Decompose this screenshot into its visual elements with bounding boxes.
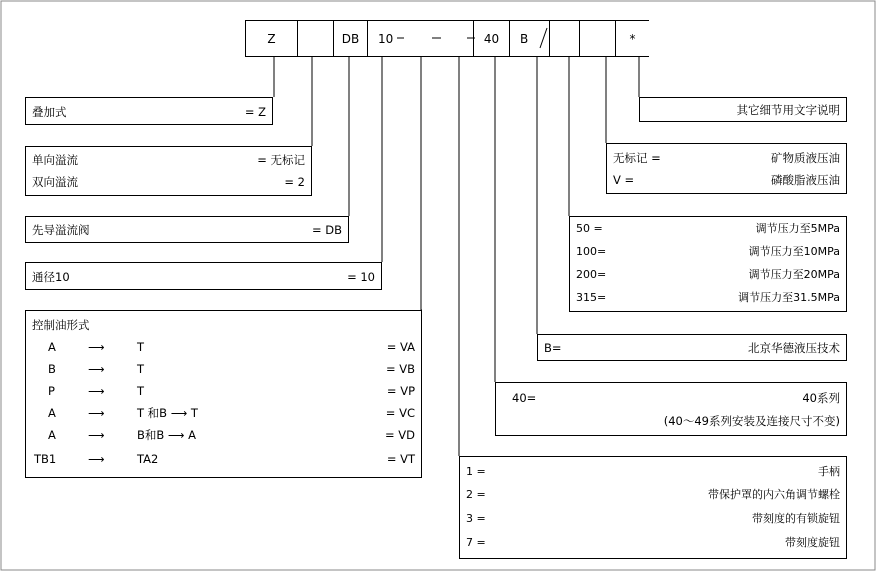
label: 双向溢流 [32, 175, 78, 189]
code-cell-other: * [615, 20, 649, 57]
code-cell-10: 10 [367, 20, 437, 57]
label: 先导溢流阀 [32, 223, 90, 237]
control-row: A ⟶ T 和B ⟶ T = VC [32, 403, 415, 423]
code-cell-db: DB [333, 20, 367, 57]
arrow-icon: ⟶ [88, 452, 105, 466]
box-control [25, 310, 422, 478]
control-row: A ⟶ B和B ⟶ A = VD [32, 425, 415, 445]
value: = Z [244, 105, 266, 119]
code-cell-pressure [549, 20, 579, 57]
label: 单向溢流 [32, 153, 78, 167]
label: 叠加式 [32, 105, 67, 119]
code-cell-b: B [509, 20, 549, 57]
box-adjust: 1 = 手柄 2 = 带保护罩的内六角调节螺栓 3 = 带刻度的有锁旋钮 7 = 带刻度旋钮 [459, 456, 847, 559]
connector-control [421, 57, 422, 310]
title: 控制油形式 [32, 318, 90, 332]
control-row: B ⟶ T = VB [32, 359, 415, 379]
control-row: TB1 ⟶ TA2 = VT [32, 449, 415, 469]
arrow-icon: ⟶ [88, 428, 105, 442]
code-cell-medium [579, 20, 615, 57]
label: 通径10 [32, 270, 70, 284]
control-row: A ⟶ T = VA [32, 337, 415, 357]
box-diameter [25, 262, 382, 290]
box-maker: B= 北京华德液压技术 [537, 334, 847, 361]
code-cell-direction [297, 20, 333, 57]
value: 其它细节用文字说明 [736, 103, 840, 117]
arrow-icon: ⟶ [88, 384, 105, 398]
box-pilot [25, 216, 349, 243]
arrow-icon: ⟶ [88, 340, 105, 354]
box-series: 40= 40系列 (40～49系列安装及连接尺寸不变) [495, 382, 847, 436]
control-row: P ⟶ T = VP [32, 381, 415, 401]
value: = 10 [347, 270, 375, 284]
code-cell-40: 40 [473, 20, 509, 57]
code-row-span [367, 20, 473, 57]
box-pressure: 50 = 调节压力至5MPa 100= 调节压力至10MPa 200= 调节压力至20MPa 315= 调节压力至31.5MPa [569, 216, 847, 312]
code-cell-z: Z [245, 20, 297, 57]
arrow-icon: ⟶ [88, 362, 105, 376]
series-note: (40～49系列安装及连接尺寸不变) [663, 414, 840, 428]
box-superimposed [25, 97, 273, 125]
arrow-icon: ⟶ [88, 406, 105, 420]
value: = DB [311, 223, 342, 237]
box-other [639, 97, 847, 122]
box-medium: 无标记 = 矿物质液压油 V = 磷酸脂液压油 [606, 143, 847, 194]
value: = 无标记 [257, 153, 305, 167]
value: = 2 [284, 175, 305, 189]
box-direction [25, 146, 312, 196]
